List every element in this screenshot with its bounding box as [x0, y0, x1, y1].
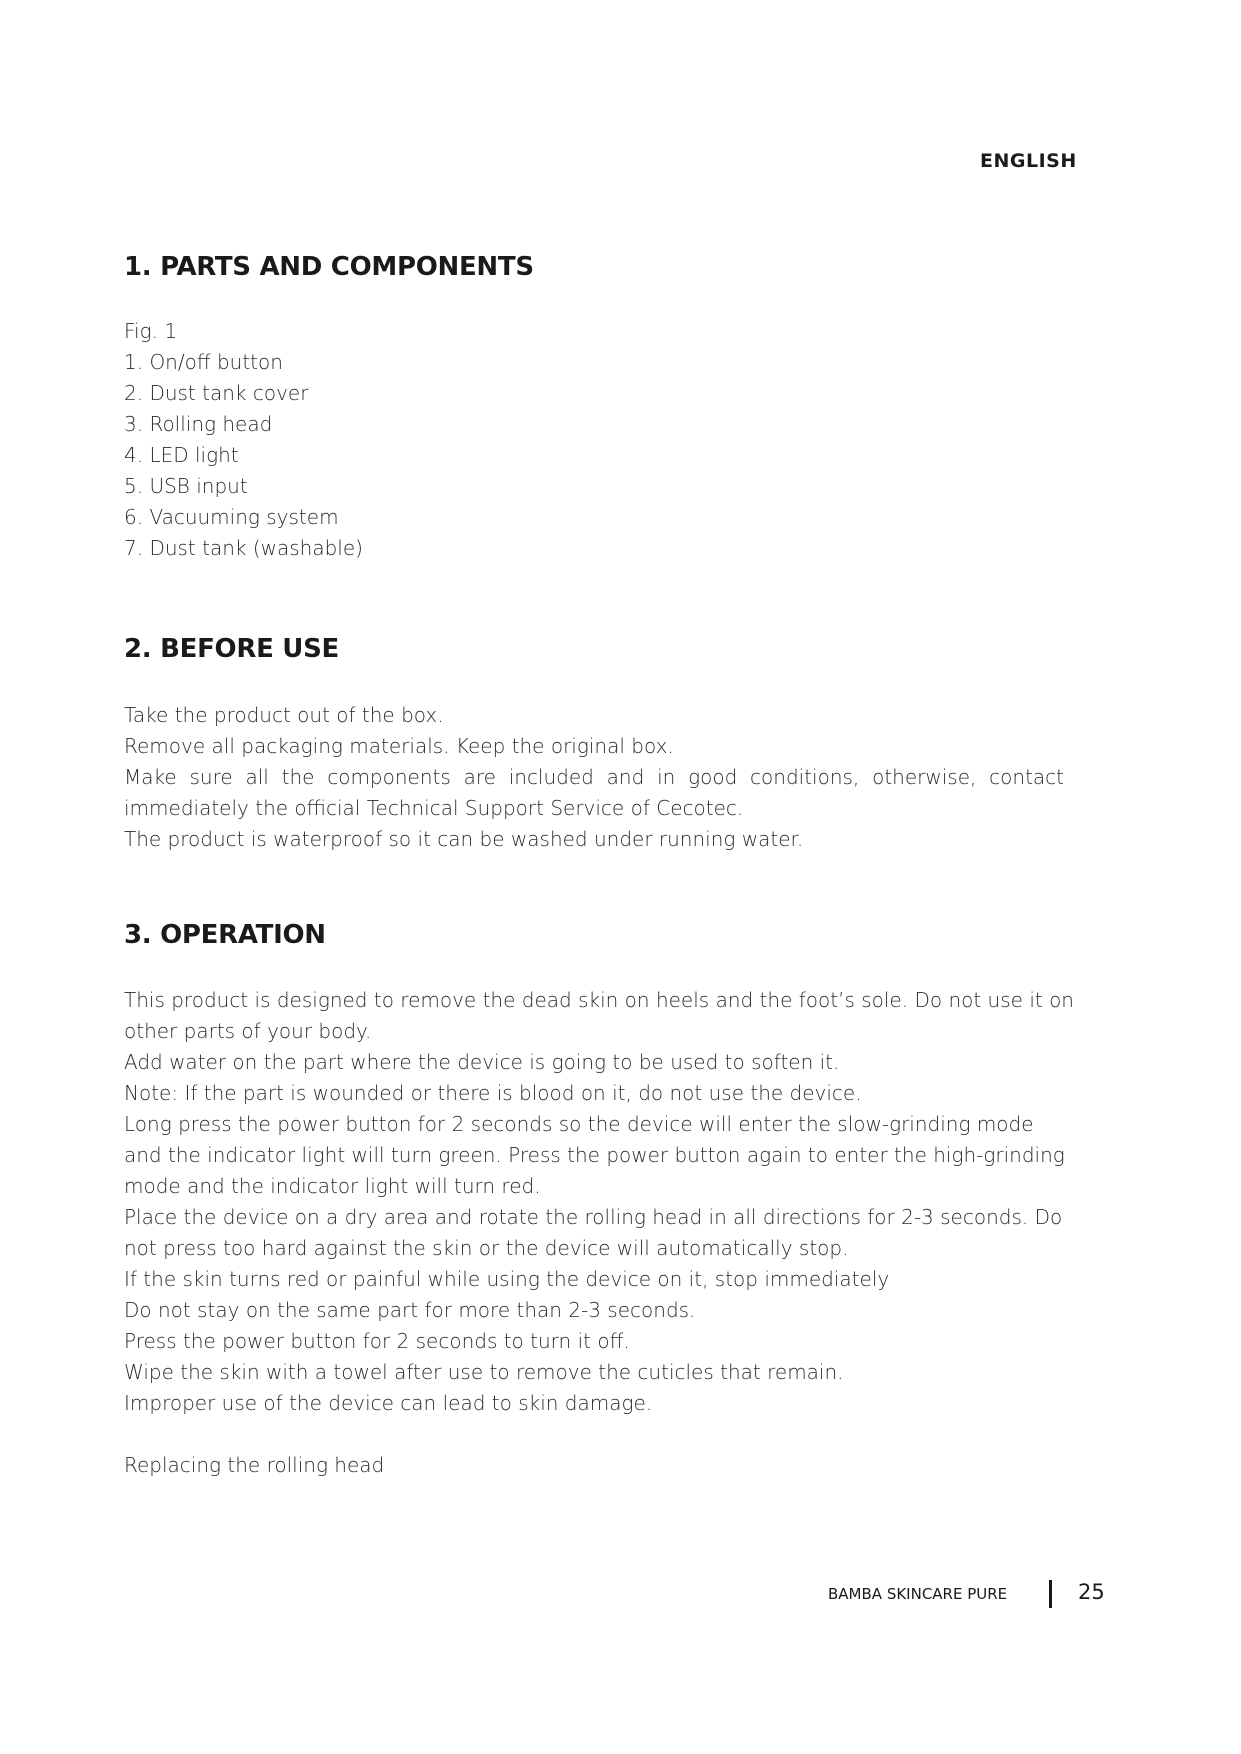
- paragraph-line: other parts of your body.: [124, 1019, 372, 1043]
- paragraph-line: Take the product out of the box.: [124, 703, 444, 727]
- paragraph-line: Improper use of the device can lead to skin damage.: [124, 1391, 653, 1415]
- list-item: 6. Vacuuming system: [124, 505, 339, 529]
- blank-line: [124, 1419, 1064, 1450]
- list-item: 3. Rolling head: [124, 412, 273, 436]
- paragraph-line: and the indicator light will turn green. Press the power button again to enter the high-grinding: [124, 1143, 1065, 1167]
- paragraph-line: Place the device on a dry area and rotate the rolling head in all directions for 2-3 seconds. Do: [124, 1205, 1063, 1229]
- paragraph-line: If the skin turns red or painful while using the device on it, stop immediately: [124, 1267, 890, 1291]
- paragraph-line: Remove all packaging materials. Keep the original box.: [124, 734, 674, 758]
- operation-text: [124, 985, 1074, 1481]
- paragraph-line: Add water on the part where the device is going to be used to soften it.: [124, 1050, 840, 1074]
- paragraph-line: This product is designed to remove the dead skin on heels and the foot’s sole. Do not use it on: [124, 988, 1074, 1012]
- language-label: ENGLISH: [980, 150, 1077, 172]
- paragraph-line: Press the power button for 2 seconds to turn it off.: [124, 1329, 630, 1353]
- list-item: 7. Dust tank (washable): [124, 536, 363, 560]
- section-title-before-use: 2. BEFORE USE: [124, 634, 339, 664]
- paragraph-line: mode and the indicator light will turn red.: [124, 1174, 541, 1198]
- subheading-replacing-rolling-head: Replacing the rolling head: [124, 1453, 385, 1477]
- list-item: 1. On/off button: [124, 350, 283, 374]
- footer-product-name: BAMBA SKINCARE PURE: [828, 1585, 1008, 1603]
- list-item: 5. USB input: [124, 474, 248, 498]
- figure-label: Fig. 1: [124, 319, 178, 343]
- list-item: 2. Dust tank cover: [124, 381, 309, 405]
- paragraph-line: Wipe the skin with a towel after use to remove the cuticles that remain.: [124, 1360, 844, 1384]
- paragraph-line: immediately the official Technical Support Service of Cecotec.: [124, 796, 744, 820]
- page-number: 25: [1078, 1580, 1105, 1604]
- paragraph-line: The product is waterproof so it can be washed under running water.: [124, 827, 804, 851]
- paragraph-line: Do not stay on the same part for more than 2-3 seconds.: [124, 1298, 696, 1322]
- parts-list: [124, 316, 1064, 564]
- section-title-operation: 3. OPERATION: [124, 920, 326, 950]
- before-use-text: [124, 700, 1064, 855]
- paragraph-line: Make sure all the components are included and in good conditions, otherwise, contact: [124, 765, 1064, 789]
- paragraph-line: Note: If the part is wounded or there is blood on it, do not use the device.: [124, 1081, 862, 1105]
- list-item: 4. LED light: [124, 443, 239, 467]
- footer-divider: [1049, 1580, 1052, 1608]
- paragraph-line: Long press the power button for 2 seconds so the device will enter the slow-grinding mode: [124, 1112, 1034, 1136]
- section-title-parts: 1. PARTS AND COMPONENTS: [124, 252, 534, 282]
- paragraph-line: not press too hard against the skin or the device will automatically stop.: [124, 1236, 849, 1260]
